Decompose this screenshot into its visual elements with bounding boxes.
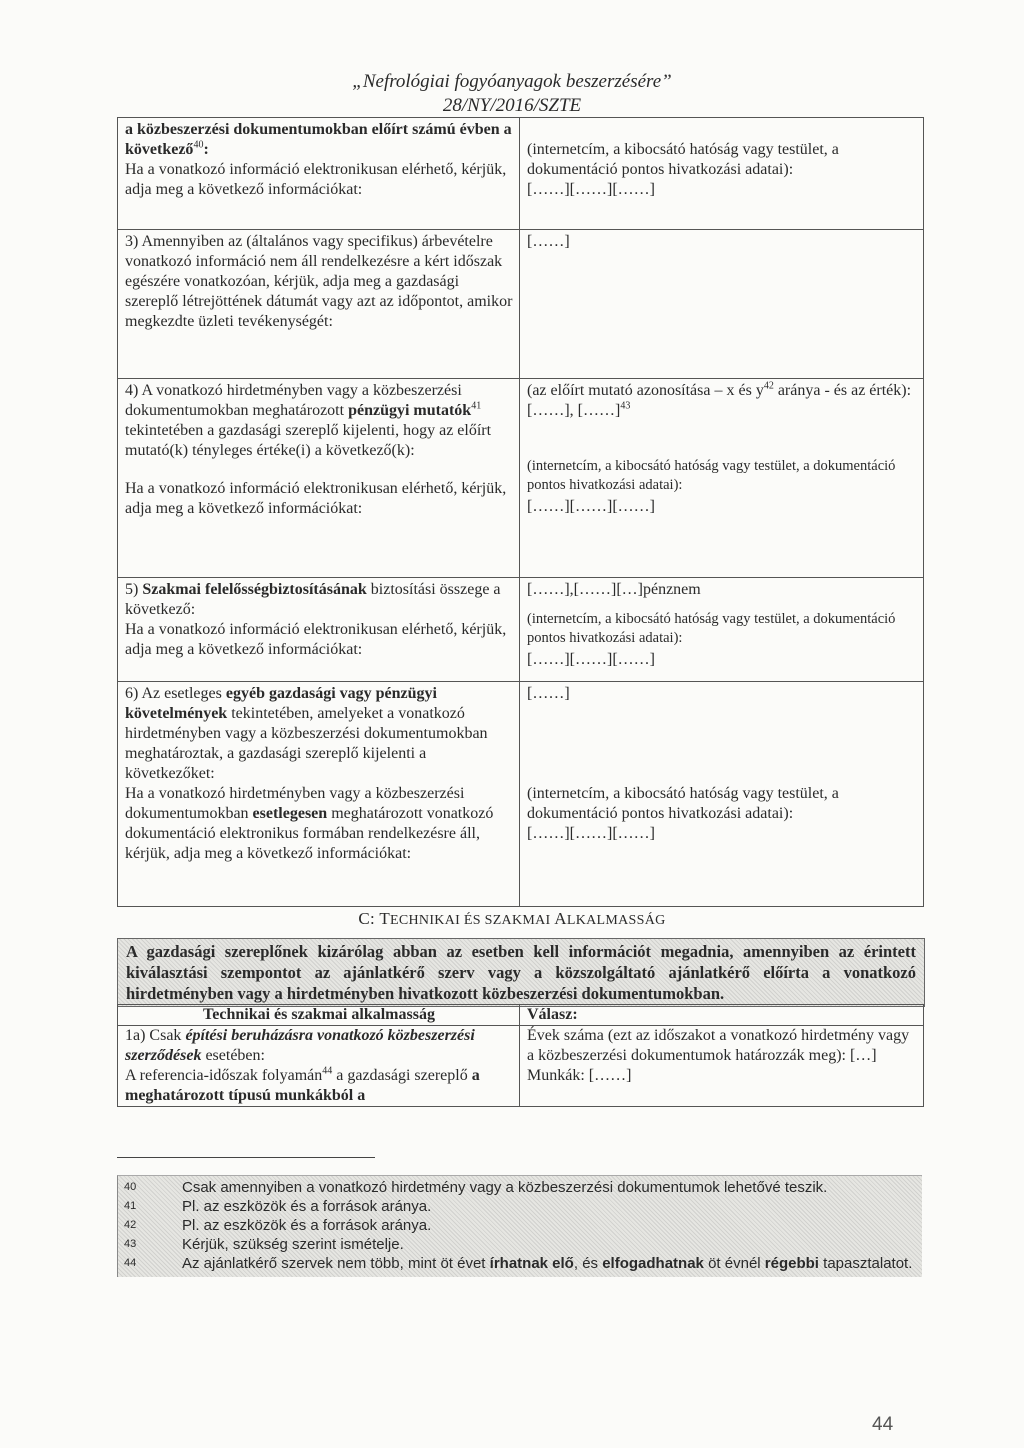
document-header [0, 70, 1024, 118]
footnote-ref: 41 [471, 400, 482, 412]
question-bold: a közbeszerzési dokumentumokban előírt számú évben a következő [125, 121, 512, 158]
section-c-notice: A gazdasági szereplőnek kizárólag abban az esetben kell információt megadnia, amennyiben az érintett kiválasztási szempontot az ajánlatkérő szerv vagy a közszolgáltató ajánlatkérő előírta a vonatkozó hirdetményben vagy a hirdetményben hivatkozott közbeszerzési dokumentumokban. [117, 938, 925, 1007]
question-cell [118, 578, 520, 682]
question-text: 1a) Csak [125, 1027, 182, 1044]
table-row [118, 1026, 924, 1107]
question-text: Ha a vonatkozó információ elektronikusan elérhető, kérjük, adja meg a következő információkat: [125, 480, 507, 517]
question-bold: esetlegesen [252, 805, 328, 822]
section-title-part: LKALMASSÁG [566, 913, 666, 928]
answer-placeholder[interactable]: [……],[……][…]pénznem [527, 581, 701, 598]
question-cell [118, 379, 520, 578]
table-row [118, 578, 924, 682]
footnote-ref: 40 [193, 139, 204, 151]
footnote-text: Pl. az eszközök és a források aránya. [182, 1217, 432, 1234]
question-bold: a meghatározott típusú munkákból a [125, 1067, 480, 1104]
footnote [124, 1235, 914, 1254]
answer-text: (internetcím, a kibocsátó hatóság vagy testület, a dokumentáció pontos hivatkozási adatai): [527, 141, 839, 178]
document-title: „Nefrológiai fogyóanyagok beszerzésére” [352, 71, 672, 92]
question-bold: Szakmai felelősségbiztosításának [142, 581, 367, 598]
question-text: meghatározott vonatkozó dokumentáció elektronikus formában rendelkezésre áll, kérjük, adja meg a következő információkat: [125, 805, 494, 862]
section-title-part: C: T [358, 909, 391, 928]
section-title-part: A [554, 909, 567, 928]
answer-cell [520, 118, 924, 230]
question-text: biztosítási összege a következő: [125, 581, 501, 618]
question-text: 3) Amennyiben az (általános vagy specifikus) árbevételre vonatkozó információ nem áll rendelkezésre a kért időszak egészére vonatkozóan, kérjük, adja meg a gazdasági szereplő létrejöttének dátumát vagy azt az időpontot, amikor megkezdte üzleti tevékenységét: [125, 233, 513, 330]
footnote-bold: elfogadhatnak [602, 1255, 704, 1272]
document-reference: 28/NY/2016/SZTE [442, 95, 582, 116]
question-cell [118, 1026, 520, 1107]
footnote-number: 44 [124, 1257, 137, 1269]
answer-placeholder[interactable]: [……][……][……] [527, 825, 655, 842]
table-header-row [118, 1005, 924, 1026]
footnote-ref: 43 [620, 400, 631, 412]
answer-text: aránya - és az érték): [777, 382, 912, 399]
table-row [118, 682, 924, 907]
question-text: tekintetében a gazdasági szereplő kijelenti, hogy az előírt mutató(k) tényleges értéke(i) a következő(k): [125, 422, 492, 459]
question-cell [118, 682, 520, 907]
question-text: 4) A vonatkozó hirdetményben vagy a közbeszerzési dokumentumokban meghatározott [125, 382, 462, 419]
answer-cell [520, 682, 924, 907]
answer-cell [520, 578, 924, 682]
footnote-bold: régebbi [764, 1255, 819, 1272]
footnote-number: 42 [124, 1219, 137, 1231]
question-cell [118, 118, 520, 230]
footnote-ref: 44 [322, 1065, 333, 1077]
answer-cell [520, 230, 924, 379]
question-text: tekintetében, amelyeket a vonatkozó hirdetményben vagy a közbeszerzési dokumentumokban meghatároztak, a gazdasági szereplő kijelenti a következőket: [125, 705, 488, 782]
question-num: 6) Az esetleges [125, 685, 222, 702]
answer-text: (internetcím, a kibocsátó hatóság vagy testület, a dokumentáció pontos hivatkozási adatai): [527, 785, 839, 822]
footnote-number: 41 [124, 1200, 137, 1212]
footnote [124, 1254, 914, 1273]
section-c-title [0, 909, 1024, 929]
footnote-text: , és [573, 1255, 599, 1272]
question-cell [118, 230, 520, 379]
footnotes [117, 1175, 922, 1277]
answer-placeholder[interactable]: [……] [527, 685, 570, 702]
colon: : [203, 141, 209, 158]
footnote-text: Az ajánlatkérő szervek nem több, mint öt évet [182, 1255, 486, 1272]
footnote [124, 1197, 914, 1216]
answer-placeholder[interactable]: Munkák: [……] [527, 1067, 632, 1084]
answer-text: Évek száma (ezt az időszakot a vonatkozó hirdetmény vagy a közbeszerzési dokumentumok határozzák meg): […] [527, 1027, 910, 1064]
question-text: a gazdasági szereplő [336, 1067, 468, 1084]
table-row [118, 379, 924, 578]
question-text: Ha a vonatkozó információ elektronikusan elérhető, kérjük, adja meg a következő információkat: [125, 161, 507, 198]
answer-text: (az előírt mutató azonosítása – x és y [527, 382, 764, 399]
answer-cell [520, 379, 924, 578]
technical-ability-table [117, 1004, 924, 1107]
table-row [118, 118, 924, 230]
question-num: 5) [125, 581, 139, 598]
answer-placeholder[interactable]: [……][……][……] [527, 651, 655, 668]
question-bold: egyéb gazdasági vagy pénzügyi követelmények [125, 685, 437, 722]
column-header: Válasz: [520, 1005, 924, 1026]
answer-cell [520, 1026, 924, 1107]
answer-placeholder[interactable]: [……][……][……] [527, 181, 655, 198]
question-text: Ha a vonatkozó hirdetményben vagy a közbeszerzési dokumentumokban [125, 785, 465, 822]
page-number: 44 [872, 1414, 894, 1435]
question-text: esetében: [205, 1047, 265, 1064]
footnote-separator [117, 1157, 375, 1158]
answer-text: (internetcím, a kibocsátó hatóság vagy testület, a dokumentáció pontos hivatkozási adatai): [527, 611, 896, 646]
answer-placeholder[interactable]: [……] [527, 233, 570, 250]
column-header: Technikai és szakmai alkalmasság [118, 1005, 520, 1026]
footnote-text: Kérjük, szükség szerint ismételje. [182, 1236, 404, 1253]
economic-standing-table [117, 117, 924, 907]
answer-placeholder[interactable]: [……][……][……] [527, 498, 655, 515]
footnote-text: öt évnél [708, 1255, 761, 1272]
question-bold-italic: építési beruházásra vonatkozó közbeszerzési szerződések [125, 1027, 475, 1064]
footnote-text: Csak amennyiben a vonatkozó hirdetmény vagy a közbeszerzési dokumentumok lehetővé teszik. [182, 1179, 828, 1196]
footnote-text: Pl. az eszközök és a források aránya. [182, 1198, 432, 1215]
question-text: Ha a vonatkozó információ elektronikusan elérhető, kérjük, adja meg a következő információkat: [125, 621, 507, 658]
question-bold: pénzügyi mutatók [348, 402, 472, 419]
footnote [124, 1216, 914, 1235]
footnote-text: tapasztalatot. [823, 1255, 913, 1272]
answer-text: (internetcím, a kibocsátó hatóság vagy testület, a dokumentáció pontos hivatkozási adatai): [527, 458, 896, 493]
footnote-ref: 42 [763, 380, 774, 392]
footnote-number: 40 [124, 1181, 137, 1193]
question-text: A referencia-időszak folyamán [125, 1067, 323, 1084]
footnote-number: 43 [124, 1238, 137, 1250]
table-row [118, 230, 924, 379]
answer-placeholder[interactable]: [……], [……] [527, 402, 621, 419]
footnote [124, 1178, 914, 1197]
footnote-bold: írhatnak elő [489, 1255, 574, 1272]
section-title-part: ECHNIKAI ÉS SZAKMAI [390, 913, 555, 928]
